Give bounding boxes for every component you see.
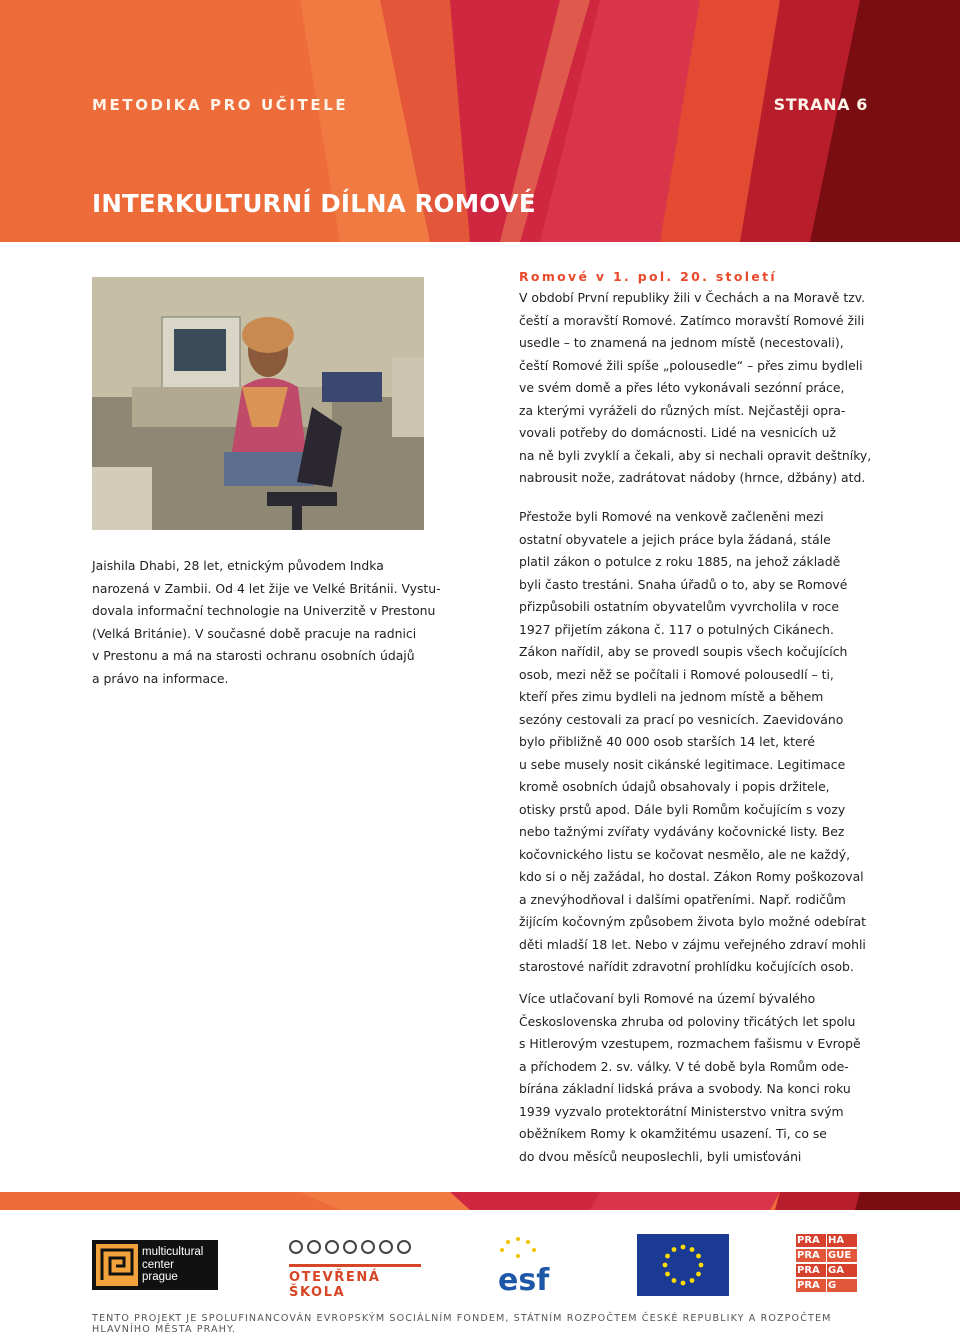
praha-cell: HA [827,1234,857,1247]
text-line: za kterými vyráželi do různých míst. Nejčastěji opra- [519,402,846,418]
text-line: sezóny cestovali za prací po vesnicích. Zaevidováno [519,711,844,727]
praha-cell: PRA [796,1234,826,1247]
caption-line: dovala informační technologie na Univerzitě v Prestonu [92,603,436,618]
text-line: kteří přes zimu bydleli na jednom místě a během [519,689,824,704]
esf-logo[interactable] [494,1234,564,1296]
praha-cell: G [827,1279,857,1292]
page-number: STRANA 6 [773,95,868,114]
text-line: děti mladší 18 let. Nebo v zájmu veřejného zdraví mohli [519,936,866,952]
partner-logos [0,1230,960,1300]
text-line: žijícím kočovným způsobem života bylo možné odebírat [519,914,866,929]
text-line: přizpůsobili ostatním obyvatelům vyvrcholila v roce [519,599,839,614]
text-line: a znevýhodňoval i dalšími opatřeními. Např. rodičům [519,891,846,907]
text-line: kromě osobních údajů obsahovaly i popis držitele, [519,779,830,794]
funding-disclaimer: TENTO PROJEKT JE SPOLUFINANCOVÁN EVROPSKÝM SOCIÁLNÍM FONDEM, STÁTNÍM ROZPOČTEM ČESKÉ REPUBLIKY A ROZPOČTEM HLAVNÍHO MĚSTA PRAHY. [92,1313,832,1335]
footer-stripe [0,1192,960,1210]
praha-cell: PRA [796,1279,826,1292]
logo-line: prague [142,1271,178,1283]
text-line: nebo tažnými zvířaty vydávány kočovnické listy. Bez [519,824,845,839]
page-title: INTERKULTURNÍ DÍLNA ROMOVÉ [92,189,536,218]
text-line: ve svém domě a přes léto vykonávali sezónní práce, [519,380,845,395]
text-line: usedle – to znamená na jednom místě (necestovali), [519,335,844,350]
text-line: ostatní obyvatele a jejich práce byla žádaná, stále [519,531,831,547]
logo-line: center [142,1258,174,1271]
logo-line: multicultural [142,1246,204,1258]
text-line: osob, mezi něž se počítali i Romové polousedlí – ti, [519,666,834,682]
article-section-1 [519,267,899,490]
caption-line: Jaishila Dhabi, 28 let, etnickým původem Indka [92,558,384,573]
article-paragraph-2 [519,506,899,979]
praha-cell: GUE [827,1249,857,1262]
text-line: bylo přibližně 40 000 osob starších 14 let, které [519,734,816,749]
text-line: Zákon nařídil, aby se provedl soupis všech kočujících [519,644,848,659]
text-line: bírána základní lidská práva a svobody. Na konci roku [519,1081,851,1096]
text-line: do dvou měsíců neuposlechli, byli umisťováni [519,1148,802,1164]
text-line: platil zákon o potulce z roku 1885, na jehož základě [519,554,841,569]
text-line: byli často trestáni. Snaha úřadů o to, aby se Romové [519,576,848,592]
text-line: vovali potřeby do domácnosti. Lidé na vesnicích už [519,425,837,440]
multicultural-center-logo[interactable] [92,1240,218,1290]
eu-stars-icon [637,1234,729,1296]
article-paragraph-3 [519,988,899,1168]
otevrena-skola-logo[interactable] [289,1240,421,1300]
text-line: Více utlačovaní byli Romové na území bývalého [519,991,816,1006]
text-line: čeští a moravští Romové. Zatímco moravští Romové žili [519,312,865,328]
caption-line: narozená v Zambii. Od 4 let žije ve Velké Británii. Vystu- [92,580,441,596]
text-line: Přestože byli Romové na venkově začleněni mezi [519,509,824,524]
esf-text: esf [498,1263,550,1296]
text-line: starostové nařídit zdravotní prohlídku kočujících osob. [519,959,854,974]
praha-logo[interactable] [796,1234,858,1296]
caption-line: v Prestonu a má na starosti ochranu osobních údajů [92,648,415,663]
portrait-photo [92,277,424,530]
praha-cell: PRA [796,1264,826,1277]
text-line: V období První republiky žili v Čechách a na Moravě tzv. [519,290,866,305]
caption-line: a právo na informace. [92,670,229,686]
text-line: oběžníkem Romy k okamžitému usazení. Ti, co se [519,1126,827,1141]
text-line: čeští Romové žili spíše „polousedle“ – přes zimu bydleli [519,357,863,373]
praha-cell: PRA [796,1249,826,1262]
text-line: nabrousit nože, zadrátovat nádoby (hrnce, džbány) atd. [519,470,866,485]
text-line: na ně byli zvyklí a čekali, aby si nechali opravit deštníky, [519,447,872,463]
text-line: otisky prstů apod. Dále byli Romům kočujícím s vozy [519,801,846,817]
header-section-label: METODIKA PRO UČITELE [92,96,349,114]
photo-caption [92,555,462,690]
text-line: s Hitlerovým vzestupem, rozmachem fašismu v Evropě [519,1036,861,1051]
text-line: 1939 vyzvalo protektorátní Ministerstvo vnitra svým [519,1103,844,1119]
faces-icon [289,1240,421,1254]
logo-text: OTEVŘENÁ ŠKOLA [289,1264,421,1300]
text-line: a příchodem 2. sv. války. V té době byla Romům ode- [519,1058,849,1074]
spiral-icon [96,1244,138,1286]
text-line: 1927 přijetím zákona č. 117 o potulných Cikánech. [519,621,834,637]
eu-flag-logo[interactable] [637,1234,729,1296]
caption-line: (Velká Británie). V současné době pracuje na radnici [92,625,417,641]
text-line: u sebe musely nosit cikánské legitimace. Legitimace [519,756,846,772]
section-heading: Romové v 1. pol. 20. století [519,269,777,284]
text-line: Československa zhruba od poloviny třicátých let spolu [519,1013,856,1029]
text-line: kdo si o něj zažádal, ho dostal. Zákon Romy poškozoval [519,869,864,884]
praha-cell: GA [827,1264,857,1277]
text-line: kočovnického listu se kočovat nesmělo, ale ne každý, [519,846,851,862]
page-header [0,0,960,242]
